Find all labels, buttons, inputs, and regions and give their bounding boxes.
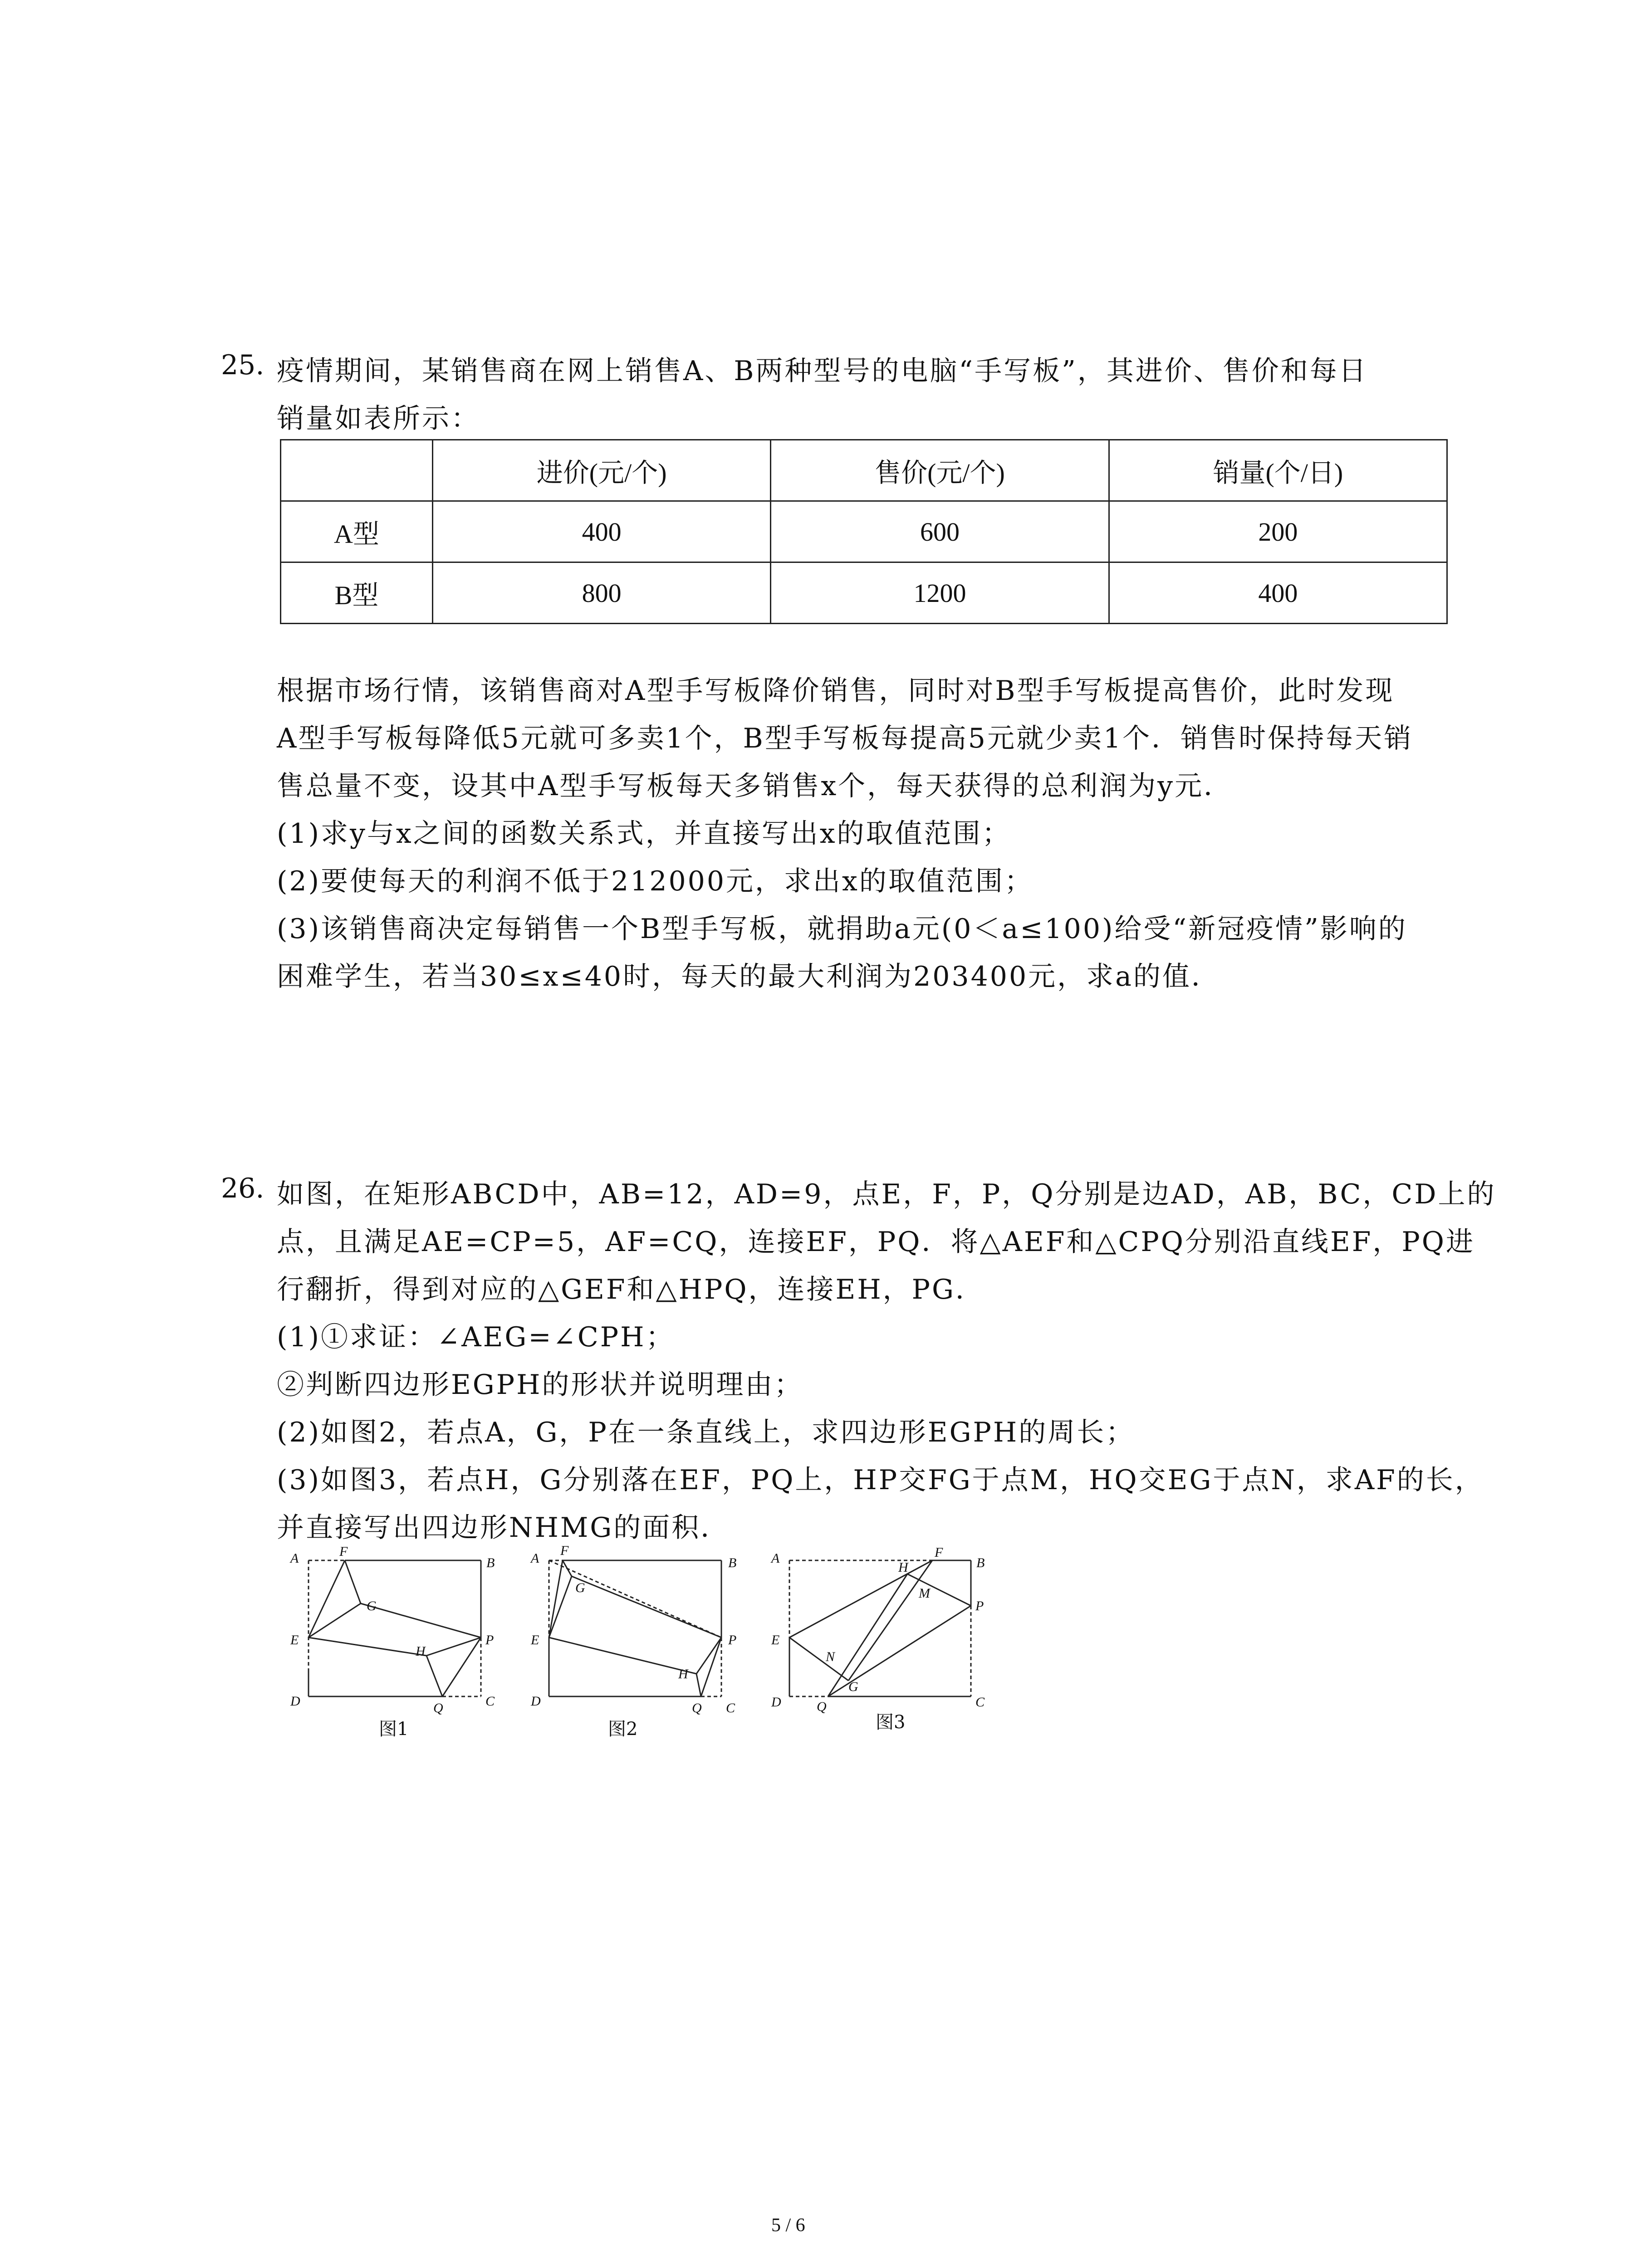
point-label-e: E xyxy=(290,1633,299,1647)
table-header-cost: 进价(元/个) xyxy=(433,440,771,501)
point-label-a: A xyxy=(771,1551,780,1566)
table-row-label: A型 xyxy=(281,501,433,562)
point-label-c: C xyxy=(485,1694,495,1709)
q26-body-line: (2)如图2，若点A，G，P在一条直线上，求四边形EGPH的周长； xyxy=(277,1417,1135,1448)
q25-body-line: 困难学生，若当30≤x≤40时，每天的最大利润为203400元，求a的值． xyxy=(277,961,1220,992)
q25-intro-line1: 疫情期间，某销售商在网上销售A、B两种型号的电脑“手写板”，其进价、售价和每日 xyxy=(277,355,1368,387)
point-label-q: Q xyxy=(692,1701,702,1716)
figure-2-caption: 图2 xyxy=(608,1719,638,1740)
point-label-m: M xyxy=(919,1586,930,1601)
point-label-h: H xyxy=(898,1560,908,1575)
point-label-p: P xyxy=(485,1633,494,1647)
point-label-d: D xyxy=(290,1694,300,1709)
q25-body-line: 售总量不变，设其中A型手写板每天多销售x个，每天获得的总利润为y元． xyxy=(277,770,1233,802)
q25-intro-line2: 销量如表所示： xyxy=(277,403,480,435)
figure-1 xyxy=(281,1542,517,1725)
figure-2 xyxy=(522,1542,758,1725)
q25-body-line: (1)求y与x之间的函数关系式，并直接写出x的取值范围； xyxy=(277,818,1011,850)
table-cell: 1200 xyxy=(771,562,1109,624)
point-label-c: C xyxy=(726,1701,735,1716)
table-cell: 400 xyxy=(1109,562,1447,624)
figure-2-diagram xyxy=(522,1542,758,1724)
point-label-a: A xyxy=(290,1551,299,1566)
point-label-p: P xyxy=(728,1633,737,1647)
point-label-h: H xyxy=(416,1644,426,1659)
point-label-e: E xyxy=(531,1633,539,1647)
point-label-f: F xyxy=(935,1545,943,1560)
table-cell: 400 xyxy=(433,501,771,562)
q26-body-line: (3)如图3，若点H，G分别落在EF，PQ上，HP交FG于点M，HQ交EG于点N，求AF的长， xyxy=(277,1464,1484,1496)
q26-body-line: ②判断四边形EGPH的形状并说明理由； xyxy=(277,1369,803,1401)
table-header-row xyxy=(281,440,1447,501)
point-label-p: P xyxy=(975,1598,984,1613)
table-header-price: 售价(元/个) xyxy=(771,440,1109,501)
point-label-b: B xyxy=(486,1555,495,1570)
q26-body-line: 并直接写出四边形NHMG的面积． xyxy=(277,1512,730,1544)
point-label-g: G xyxy=(575,1580,585,1595)
point-label-g: G xyxy=(848,1679,858,1694)
page-number: 5 / 6 xyxy=(771,2215,805,2236)
figure-3-caption: 图3 xyxy=(876,1712,906,1733)
table-cell: 200 xyxy=(1109,501,1447,562)
point-label-q: Q xyxy=(817,1699,827,1714)
table-row xyxy=(281,501,1447,562)
table-cell: 800 xyxy=(433,562,771,624)
point-label-b: B xyxy=(728,1555,737,1570)
q25-body-line: 根据市场行情，该销售商对A型手写板降价销售，同时对B型手写板提高售价，此时发现 xyxy=(277,675,1395,707)
point-label-c: C xyxy=(975,1695,985,1710)
table-header-blank xyxy=(281,440,433,501)
table-header-volume: 销量(个/日) xyxy=(1109,440,1447,501)
table-row-label: B型 xyxy=(281,562,433,624)
point-label-g: G xyxy=(367,1598,377,1613)
point-label-f: F xyxy=(339,1544,348,1559)
q25-body-line: A型手写板每降低5元就可多卖1个，B型手写板每提高5元就少卖1个．销售时保持每天销 xyxy=(277,723,1413,754)
figure-1-diagram xyxy=(281,1542,517,1724)
q26-body-line: 行翻折，得到对应的△GEF和△HPQ，连接EH，PG． xyxy=(277,1274,985,1305)
point-label-d: D xyxy=(531,1694,541,1709)
q25-body-line: (2)要使每天的利润不低于212000元，求出x的取值范围； xyxy=(277,865,1034,897)
point-label-f: F xyxy=(560,1543,569,1558)
q26-body-line: 如图，在矩形ABCD中，AB=12，AD=9，点E，F，P，Q分别是边AD，AB，BC，CD上的 xyxy=(277,1178,1496,1210)
point-label-e: E xyxy=(771,1633,780,1647)
q26-body-line: 点，且满足AE=CP=5，AF=CQ，连接EF，PQ．将△AEF和△CPQ分别沿直线EF，PQ进 xyxy=(277,1226,1475,1258)
figure-1-caption: 图1 xyxy=(379,1719,409,1740)
point-label-n: N xyxy=(826,1649,835,1664)
q26-number: 26. xyxy=(221,1173,265,1204)
table-cell: 600 xyxy=(771,501,1109,562)
q25-number: 25. xyxy=(221,349,265,381)
q25-price-table xyxy=(280,439,1448,624)
point-label-a: A xyxy=(531,1551,539,1566)
point-label-d: D xyxy=(771,1695,781,1710)
point-label-b: B xyxy=(976,1555,985,1570)
q26-body-line: (1)①求证：∠AEG=∠CPH； xyxy=(277,1321,675,1353)
point-label-h: H xyxy=(678,1667,688,1681)
q25-body-line: (3)该销售商决定每销售一个B型手写板，就捐助a元(0＜a≤100)给受“新冠疫情”影响的 xyxy=(277,913,1407,945)
figure-3-diagram xyxy=(762,1542,1016,1724)
figure-3 xyxy=(762,1542,1016,1725)
table-row xyxy=(281,562,1447,624)
point-label-q: Q xyxy=(433,1701,443,1716)
